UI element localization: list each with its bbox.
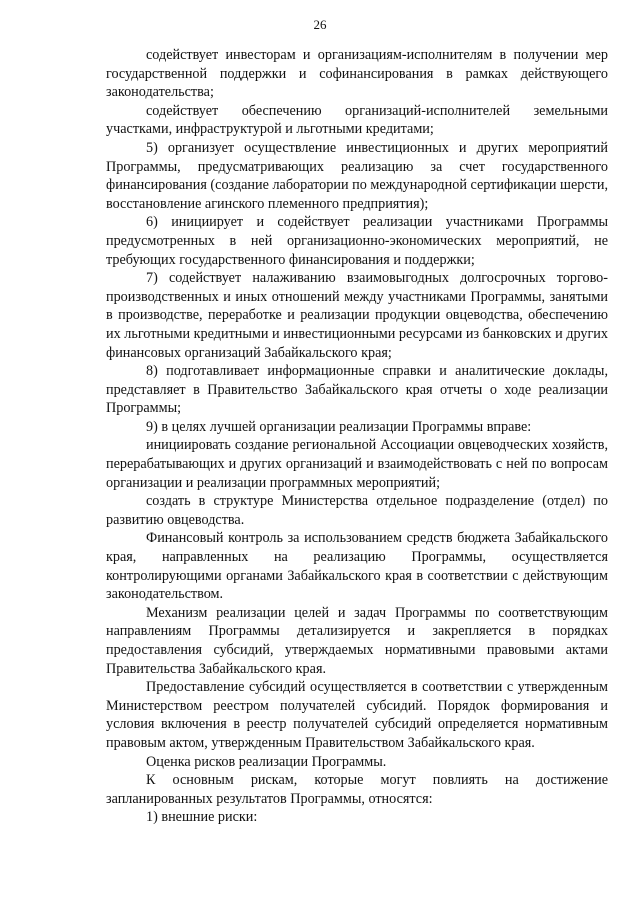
paragraph-item-5: 5) организует осуществление инвестиционных и других мероприятий Программы, предусматривающих реализацию за счет государственного финансирования (создание лаборатории по международной сертификации шерсти, восстановление агинского племенного предприятия); [106, 139, 608, 212]
paragraph-financial-control: Финансовый контроль за использованием средств бюджета Забайкальского края, направленных на реализацию Программы, осуществляется контролирующими органами Забайкальского края в соответствии с действующим законодательством. [106, 530, 608, 603]
paragraph-risk-assessment: Оценка рисков реализации Программы. [146, 753, 387, 770]
paragraph-department: создать в структуре Министерства отдельное подразделение (отдел) по развитию овцеводства. [106, 493, 608, 528]
paragraph-association: инициировать создание региональной Ассоциации овцеводческих хозяйств, перерабатывающих и других организаций и взаимодействовать с ней по вопросам организации и реализации программных мероприятий; [106, 437, 608, 491]
paragraph-investor-support: содействует инвесторам и организациям-исполнителям в получении мер государственной поддержки и софинансирования в рамках действующего законодательства; [106, 47, 608, 101]
paragraph-subsidies: Предоставление субсидий осуществляется в соответствии с утвержденным Министерством реестром получателей субсидий. Порядок формирования и условия включения в реестр получателей субсидий определяется нормативным правовым актом, утвержденным Правительством Забайкальского края. [106, 679, 608, 751]
paragraph-main-risks: К основным рискам, которые могут повлиять на достижение запланированных результатов Программы, относятся: [106, 772, 608, 807]
paragraph-mechanism: Механизм реализации целей и задач Программы по соответствующим направлениям Программы детализируется и закрепляется в порядках предоставления субсидий, утверждаемых нормативными правовыми актами Правительства Забайкальского края. [106, 604, 608, 677]
paragraph-item-9: 9) в целях лучшей организации реализации Программы вправе: [146, 418, 532, 435]
paragraph-item-8: 8) подготавливает информационные справки и аналитические доклады, представляет в Правительство Забайкальского края отчеты о ходе реализации Программы; [106, 363, 608, 417]
paragraph-item-6: 6) инициирует и содействует реализации участниками Программы предусмотренных в ней организационно-экономических мероприятий, не требующих государственного финансирования и поддержки; [106, 214, 608, 268]
paragraph-external-risks: 1) внешние риски: [146, 809, 258, 826]
page-number: 26 [313, 17, 327, 32]
paragraph-item-7: 7) содействует налаживанию взаимовыгодных долгосрочных торгово-производственных и иных отношений между участниками Программы, занятыми в производстве, переработке и реализации продукции овцеводства, обеспечению их льготными кредитными и инвестиционными ресурсами из банковских и других финансовых организаций Забайкальского края; [106, 270, 608, 361]
document-body [106, 46, 608, 827]
paragraph-land-infrastructure: содействует обеспечению организаций-исполнителей земельными участками, инфраструктурой и льготными кредитами; [106, 102, 608, 138]
